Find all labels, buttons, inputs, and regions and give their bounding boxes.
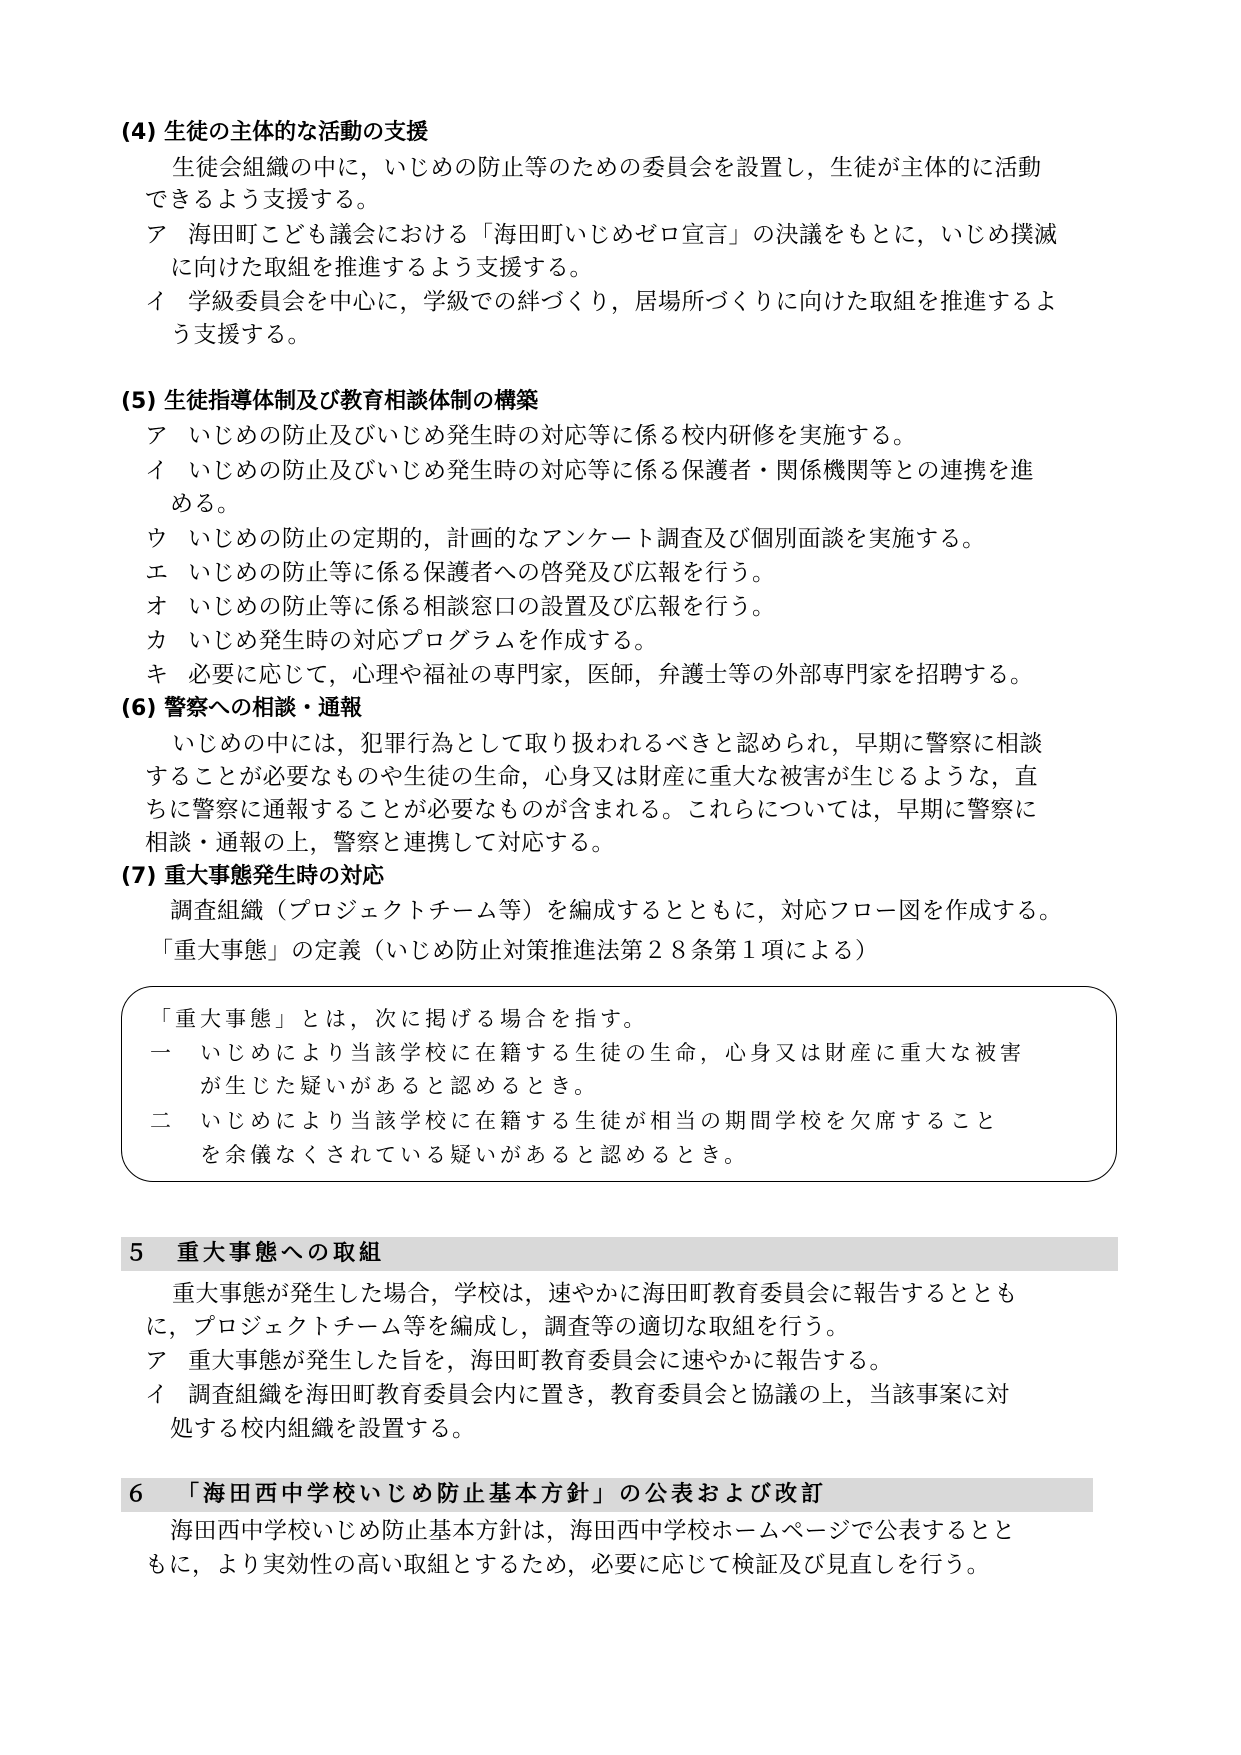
item-text: いじめにより当該学校に在籍する生徒が相当の期間学校を欠席すること (200, 1109, 1000, 1133)
item-marker: イ (145, 289, 169, 315)
section-6-paragraph: することが必要なものや生徒の生命，心身又は財産に重大な被害が生じるような，直 (145, 764, 1038, 790)
definition-item-2-cont: を余儀なくされている疑いがあると認めるとき。 (200, 1143, 750, 1167)
item-marker: イ (145, 458, 169, 484)
sec5-paragraph: 重大事態が発生した場合，学校は，速やかに海田町教育委員会に報告するととも (172, 1281, 1018, 1307)
section-5-item-i-cont: める。 (170, 491, 241, 517)
section-6-heading: (6) 警察への相談・通報 (121, 696, 363, 721)
sec6-paragraph: 海田西中学校いじめ防止基本方針は，海田西中学校ホームページで公表するとと (170, 1518, 1016, 1544)
section-4-item-i (145, 287, 1058, 317)
section-4-paragraph: できるよう支援する。 (145, 187, 380, 213)
section-6-paragraph: 相談・通報の上，警察と連携して対応する。 (145, 830, 615, 856)
section-5-heading: (5) 生徒指導体制及び教育相談体制の構築 (121, 389, 539, 414)
item-marker: オ (145, 594, 169, 620)
section-4-item-a-cont: に向けた取組を推進するよう支援する。 (170, 255, 593, 281)
section-5-item-i (145, 456, 1034, 486)
section-4-item-i-cont: う支援する。 (170, 322, 311, 348)
section-title: 「海田西中学校いじめ防止基本方針」の公表および改訂 (177, 1482, 828, 1507)
section-6-header-bar (121, 1478, 1093, 1512)
definition-caption: 「重大事態」の定義（いじめ防止対策推進法第２８条第１項による） (150, 938, 879, 964)
item-marker: 一 (150, 1041, 175, 1065)
item-text: いじめ発生時の対応プログラムを作成する。 (188, 628, 658, 654)
sec6-paragraph: もに，より実効性の高い取組とするため，必要に応じて検証及び見直しを行う。 (145, 1552, 991, 1578)
sec5-paragraph: に，プロジェクトチーム等を編成し，調査等の適切な取組を行う。 (145, 1314, 850, 1340)
section-number: ５ (125, 1241, 152, 1266)
section-7-heading: (7) 重大事態発生時の対応 (121, 864, 385, 889)
item-text: いじめの防止等に係る相談窓口の設置及び広報を行う。 (188, 594, 776, 620)
section-5-header-bar (121, 1237, 1118, 1271)
item-text: いじめにより当該学校に在籍する生徒の生命，心身又は財産に重大な被害 (200, 1041, 1025, 1065)
definition-intro: 「重大事態」とは，次に掲げる場合を指す。 (150, 1007, 649, 1031)
section-5-item-e (145, 558, 776, 588)
item-text: 学級委員会を中心に，学級での絆づくり，居場所づくりに向けた取組を推進するよ (188, 289, 1058, 315)
section-4-paragraph: 生徒会組織の中に，いじめの防止等のための委員会を設置し，生徒が主体的に活動 (172, 155, 1042, 181)
item-text: 海田町こども議会における「海田町いじめゼロ宣言」の決議をもとに，いじめ撲滅 (188, 222, 1058, 248)
item-text: いじめの防止及びいじめ発生時の対応等に係る校内研修を実施する。 (188, 423, 917, 449)
section-6-paragraph: いじめの中には，犯罪行為として取り扱われるべきと認められ，早期に警察に相談 (172, 731, 1043, 757)
item-text: いじめの防止及びいじめ発生時の対応等に係る保護者・関係機関等との連携を進 (188, 458, 1034, 484)
item-text: 必要に応じて，心理や福祉の専門家，医師，弁護士等の外部専門家を招聘する。 (188, 662, 1034, 688)
item-marker: ア (145, 1348, 169, 1374)
item-marker: カ (145, 628, 169, 654)
sec5-item-i (145, 1380, 1010, 1410)
item-marker: エ (145, 560, 169, 586)
definition-item-2 (150, 1106, 1000, 1136)
section-title: 重大事態への取組 (177, 1241, 386, 1266)
item-marker: ウ (145, 526, 169, 552)
definition-item-1 (150, 1038, 1025, 1068)
item-marker: ア (145, 423, 169, 449)
section-5-item-ka (145, 626, 658, 656)
item-marker: イ (145, 1382, 169, 1408)
section-4-heading: (4) 生徒の主体的な活動の支援 (121, 120, 429, 145)
definition-item-1-cont: が生じた疑いがあると認めるとき。 (200, 1074, 600, 1098)
section-number: ６ (125, 1482, 152, 1507)
item-text: 重大事態が発生した旨を，海田町教育委員会に速やかに報告する。 (188, 1348, 893, 1374)
item-text: いじめの防止の定期的，計画的なアンケート調査及び個別面談を実施する。 (188, 526, 986, 552)
section-5-item-ki (145, 660, 1034, 690)
item-marker: キ (145, 662, 169, 688)
section-7-paragraph: 調査組織（プロジェクトチーム等）を編成するとともに，対応フロー図を作成する。 (170, 898, 1063, 924)
item-text: 調査組織を海田町教育委員会内に置き，教育委員会と協議の上，当該事案に対 (188, 1382, 1010, 1408)
sec5-item-i-cont: 処する校内組織を設置する。 (170, 1416, 476, 1442)
item-text: いじめの防止等に係る保護者への啓発及び広報を行う。 (188, 560, 776, 586)
item-marker: 二 (150, 1109, 175, 1133)
section-5-item-o (145, 592, 776, 622)
sec5-item-a (145, 1346, 893, 1376)
section-5-item-a (145, 421, 917, 451)
item-marker: ア (145, 222, 169, 248)
section-4-item-a (145, 220, 1058, 250)
section-5-item-u (145, 524, 986, 554)
section-6-paragraph: ちに警察に通報することが必要なものが含まれる。これらについては，早期に警察に (145, 797, 1038, 823)
